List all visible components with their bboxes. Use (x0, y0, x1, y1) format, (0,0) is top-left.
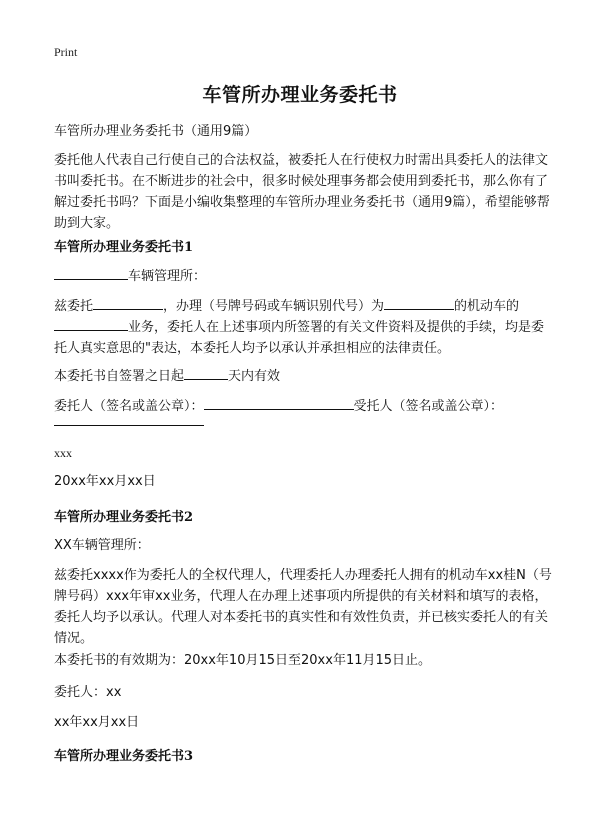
section-1-body (54, 296, 554, 359)
body-text: 的机动车的 (454, 299, 520, 314)
section-2-body: 兹委托xxxx作为委托人的全权代理人，代理委托人办理委托人拥有的机动车xx桂N（号牌号码）xxx年审xx业务，代理人在办理上述事项内所提供的有关材料和填写的表格，委托人均予以承认。代理人对本委托书的真实性和有效性负责，并已核实委托人的有关情况。 (54, 568, 552, 646)
document-subtitle: 车管所办理业务委托书（通用9篇） (54, 124, 258, 139)
section-1-heading: 车管所办理业务委托书1 (54, 240, 194, 255)
body-text: 兹委托 (54, 299, 94, 314)
section-2-principal: 委托人：xx (54, 685, 122, 700)
fill-blank (384, 296, 454, 310)
principal-signature-label: 委托人（签名或盖公章）： (54, 399, 204, 414)
fill-blank (54, 412, 204, 426)
section-2-date: xx年xx月xx日 (54, 715, 140, 730)
intro-paragraph: 委托他人代表自己行使自己的合法权益，被委托人在行使权力时需出具委托人的法律文书叫委托书。在不断进步的社会中，很多时候处理事务都会使用到委托书，那么你有了解过委托书吗？下面是小编收集整理的车管所办理业务委托书（通用9篇），希望能够帮助到大家。 (54, 153, 550, 231)
fill-blank (54, 317, 128, 331)
section-1-addressee: 车辆管理所： (128, 269, 207, 284)
section-1-validity (54, 366, 554, 387)
agent-signature-label: 受托人（签名或盖公章）： (353, 399, 504, 414)
validity-text: 本委托书自签署之日起 (54, 369, 185, 384)
print-link[interactable]: Print (54, 45, 78, 59)
page-title: 车管所办理业务委托书 (202, 84, 398, 106)
fill-blank (54, 266, 128, 280)
fill-blank (204, 396, 354, 410)
validity-text: 天内有效 (228, 369, 281, 384)
section-1-name: xxx (54, 446, 72, 460)
section-2-validity: 本委托书的有效期为：20xx年10月15日至20xx年11月15日止。 (54, 653, 432, 668)
section-3-heading: 车管所办理业务委托书3 (54, 749, 194, 764)
section-1-addressee-line (54, 266, 554, 287)
section-1-date: 20xx年xx月xx日 (54, 474, 156, 489)
body-text: ，办理（号牌号码或车辆识别代号）为 (163, 299, 385, 314)
fill-blank (93, 296, 163, 310)
section-2-heading: 车管所办理业务委托书2 (54, 510, 194, 525)
fill-blank (184, 366, 228, 380)
body-text: 业务，委托人在上述事项内所签署的有关文件资料及提供的手续，均是委托人真实意思的"表达，本委托人均予以承认并承担相应的法律责任。 (54, 320, 545, 356)
section-2-addressee: XX车辆管理所： (54, 538, 150, 553)
section-1-signature-blank (54, 412, 554, 433)
